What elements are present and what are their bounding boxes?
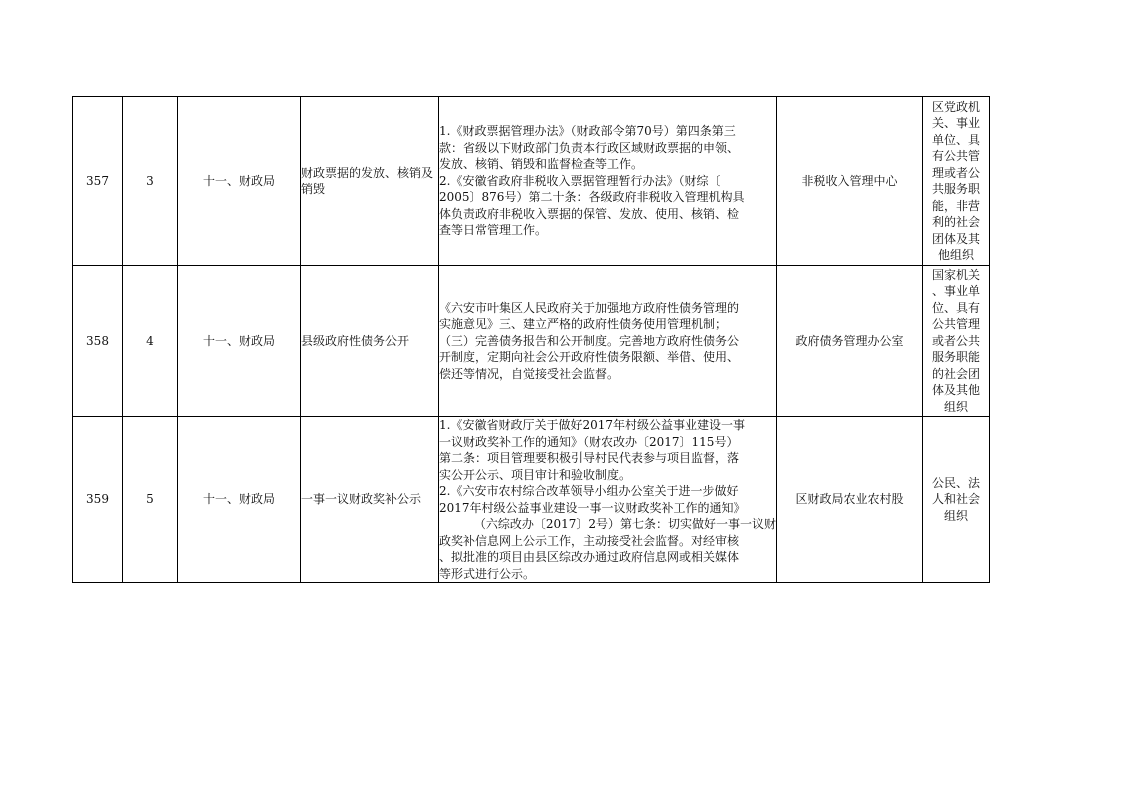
basis-line: 2.《安徽省政府非税收入票据管理暂行办法》（财综〔 (439, 173, 721, 188)
basis-line: 发放、核销、销毁和监督检查等工作。 (439, 157, 644, 172)
basis-line: （六综改办〔2017〕2号）第七条：切实做好一事一议财 (473, 517, 776, 531)
table-row (73, 417, 990, 583)
seq-cell: 359 (73, 417, 123, 583)
basis-cell (439, 266, 777, 417)
responsible-unit-cell: 区财政局农业农村股 (777, 417, 923, 583)
target-line: 有公共管 (931, 149, 980, 163)
disclosure-table (72, 96, 990, 583)
table-row (73, 266, 990, 417)
basis-line: 《六安市叶集区人民政府关于加强地方政府性债务管理的 (439, 300, 740, 315)
basis-line: 、拟批准的项目由县区综改办通过政府信息网或相关媒体 (439, 550, 740, 564)
basis-line: 1.《安徽省财政厅关于做好2017年村级公益事业建设一事 (439, 418, 745, 432)
basis-cell (439, 417, 777, 583)
target-line: 他组织 (937, 248, 974, 262)
department-cell: 十一、财政局 (178, 417, 301, 583)
basis-line: 2.《六安市农村综合改革领导小组办公室关于进一步做好 (439, 484, 739, 498)
table-row (73, 97, 990, 266)
basis-line: 偿还等情况，自觉接受社会监督。 (439, 366, 620, 381)
responsible-unit-cell: 非税收入管理中心 (777, 97, 923, 266)
target-line: 体及其他 (931, 383, 980, 398)
target-line: 、事业单 (931, 284, 980, 299)
target-line: 或者公共 (931, 333, 980, 348)
seq-cell: 358 (73, 266, 123, 417)
target-line: 公共管理 (931, 317, 980, 332)
target-line: 团体及其 (931, 231, 980, 246)
target-line: 国家机关 (931, 267, 980, 282)
target-line: 利的社会 (931, 215, 980, 229)
basis-line: 实公开公示、项目审计和验收制度。 (439, 467, 632, 482)
basis-line: 等形式进行公示。 (439, 566, 536, 581)
target-cell (923, 417, 990, 583)
basis-line: 实施意见》三、建立严格的政府性债务使用管理机制； (439, 317, 728, 332)
basis-line: 一议财政奖补工作的通知》（财农改办〔2017〕115号） (439, 434, 739, 449)
basis-line: 体负责政府非税收入票据的保管、发放、使用、核销、检 (439, 206, 740, 221)
item-cell: 一事一议财政奖补公示 (301, 417, 439, 583)
basis-line: 款：省级以下财政部门负责本行政区域财政票据的申领、 (439, 140, 740, 155)
target-line: 公民、法 (931, 475, 980, 490)
sub-number-cell: 3 (123, 97, 178, 266)
sub-number-cell: 5 (123, 417, 178, 583)
basis-line: 1.《财政票据管理办法》（财政部令第70号）第四条第三 (439, 124, 736, 139)
target-line: 单位、具 (931, 132, 980, 147)
target-line: 共服务职 (931, 182, 980, 196)
department-cell: 十一、财政局 (178, 266, 301, 417)
target-cell (923, 266, 990, 417)
target-line: 理或者公 (931, 165, 980, 180)
target-line: 服务职能 (931, 350, 980, 365)
basis-line: 开制度，定期向社会公开政府性债务限额、举借、使用、 (439, 350, 740, 365)
item-cell: 财政票据的发放、核销及销毁 (301, 97, 439, 266)
target-line: 关、事业 (931, 116, 980, 130)
department-cell: 十一、财政局 (178, 97, 301, 266)
target-line: 组织 (943, 508, 968, 523)
responsible-unit-cell: 政府债务管理办公室 (777, 266, 923, 417)
basis-cell (439, 97, 777, 266)
target-line: 的社会团 (931, 366, 980, 381)
target-line: 区党政机 (931, 99, 980, 114)
seq-cell: 357 (73, 97, 123, 266)
sub-number-cell: 4 (123, 266, 178, 417)
basis-line: 2005〕876号）第二十条：各级政府非税收入管理机构具 (439, 190, 745, 205)
basis-line: 第二条：项目管理要积极引导村民代表参与项目监督，落 (439, 451, 740, 465)
basis-line: （三）完善债务报告和公开制度。完善地方政府性债务公 (439, 333, 740, 348)
target-cell (923, 97, 990, 266)
basis-line: 政奖补信息网上公示工作，主动接受社会监督。对经审核 (439, 533, 740, 548)
item-cell: 县级政府性债务公开 (301, 266, 439, 417)
target-line: 人和社会 (931, 492, 980, 507)
target-line: 位、具有 (931, 300, 980, 315)
target-line: 能，非营 (931, 198, 980, 213)
target-line: 组织 (943, 399, 968, 414)
basis-line: 查等日常管理工作。 (439, 223, 548, 238)
basis-line: 2017年村级公益事业建设一事一议财政奖补工作的通知》 (439, 500, 746, 515)
